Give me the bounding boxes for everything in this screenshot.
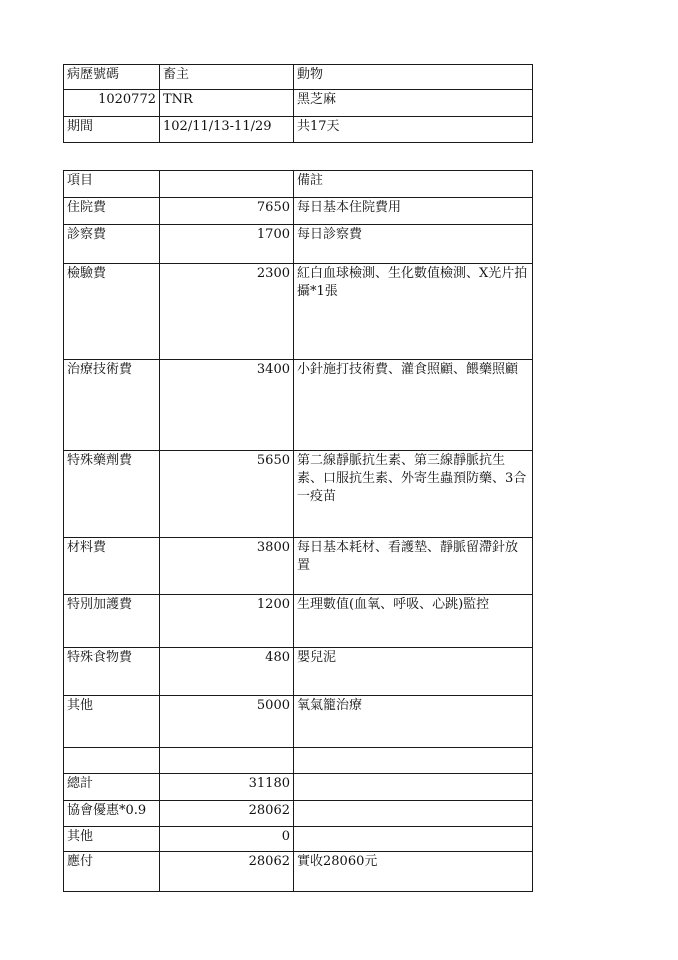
amount-cell: 7650 bbox=[160, 198, 294, 225]
record-no-value: 1020772 bbox=[64, 90, 160, 117]
table-row bbox=[64, 360, 533, 451]
other-amount: 0 bbox=[160, 827, 294, 852]
period-label: 期間 bbox=[64, 117, 160, 143]
other-label: 其他 bbox=[64, 827, 160, 852]
note-cell: 每日基本住院費用 bbox=[294, 198, 533, 225]
payable-row bbox=[64, 852, 533, 892]
item-cell: 材料費 bbox=[64, 538, 160, 595]
payable-amount: 28062 bbox=[160, 852, 294, 892]
note-cell: 小針施打技術費、灌食照顧、餵藥照顧 bbox=[294, 360, 533, 451]
payable-label: 應付 bbox=[64, 852, 160, 892]
period-value: 102/11/13-11/29 bbox=[160, 117, 294, 143]
other-row bbox=[64, 827, 533, 852]
owner-value: TNR bbox=[160, 90, 294, 117]
payable-note: 實收28060元 bbox=[294, 852, 533, 892]
amount-cell: 480 bbox=[160, 648, 294, 696]
item-cell: 其他 bbox=[64, 696, 160, 748]
record-no-label: 病歷號碼 bbox=[64, 65, 160, 90]
item-cell: 診察費 bbox=[64, 225, 160, 264]
amount-cell: 1700 bbox=[160, 225, 294, 264]
item-cell: 特殊藥劑費 bbox=[64, 451, 160, 538]
item-cell: 治療技術費 bbox=[64, 360, 160, 451]
animal-value: 黑芝麻 bbox=[294, 90, 533, 117]
note-cell: 嬰兒泥 bbox=[294, 648, 533, 696]
days-value: 共17天 bbox=[294, 117, 533, 143]
table-row bbox=[64, 696, 533, 748]
fee-table bbox=[63, 170, 533, 892]
header-row bbox=[64, 171, 533, 198]
item-cell: 特殊食物費 bbox=[64, 648, 160, 696]
other-note bbox=[294, 827, 533, 852]
amount-cell: 3800 bbox=[160, 538, 294, 595]
amount-cell: 3400 bbox=[160, 360, 294, 451]
amount-cell: 5000 bbox=[160, 696, 294, 748]
item-cell: 檢驗費 bbox=[64, 264, 160, 360]
discount-label: 協會優惠*0.9 bbox=[64, 801, 160, 827]
note-cell bbox=[294, 748, 533, 774]
table-row bbox=[64, 198, 533, 225]
discount-row bbox=[64, 801, 533, 827]
note-cell: 紅白血球檢測、生化數值檢測、X光片拍攝*1張 bbox=[294, 264, 533, 360]
note-cell: 氧氣籠治療 bbox=[294, 696, 533, 748]
column-header-amount bbox=[160, 171, 294, 198]
table-row bbox=[64, 748, 533, 774]
item-cell bbox=[64, 748, 160, 774]
column-header-note: 備註 bbox=[294, 171, 533, 198]
note-cell: 第二線靜脈抗生素、第三線靜脈抗生素、口服抗生素、外寄生蟲預防藥、3合一疫苗 bbox=[294, 451, 533, 538]
amount-cell bbox=[160, 748, 294, 774]
discount-amount: 28062 bbox=[160, 801, 294, 827]
note-cell: 生理數值(血氧、呼吸、心跳)監控 bbox=[294, 595, 533, 648]
table-row bbox=[64, 225, 533, 264]
table-row bbox=[64, 648, 533, 696]
total-note bbox=[294, 774, 533, 801]
note-cell: 每日診察費 bbox=[294, 225, 533, 264]
note-cell: 每日基本耗材、看護墊、靜脈留滯針放置 bbox=[294, 538, 533, 595]
item-cell: 住院費 bbox=[64, 198, 160, 225]
total-row bbox=[64, 774, 533, 801]
table-row bbox=[64, 538, 533, 595]
table-row bbox=[64, 595, 533, 648]
total-label: 總計 bbox=[64, 774, 160, 801]
item-cell: 特別加護費 bbox=[64, 595, 160, 648]
amount-cell: 5650 bbox=[160, 451, 294, 538]
total-amount: 31180 bbox=[160, 774, 294, 801]
amount-cell: 2300 bbox=[160, 264, 294, 360]
animal-label: 動物 bbox=[294, 65, 533, 90]
column-header-item: 項目 bbox=[64, 171, 160, 198]
owner-label: 畜主 bbox=[160, 65, 294, 90]
patient-info-table bbox=[63, 64, 533, 143]
discount-note bbox=[294, 801, 533, 827]
table-row bbox=[64, 451, 533, 538]
amount-cell: 1200 bbox=[160, 595, 294, 648]
table-row bbox=[64, 264, 533, 360]
